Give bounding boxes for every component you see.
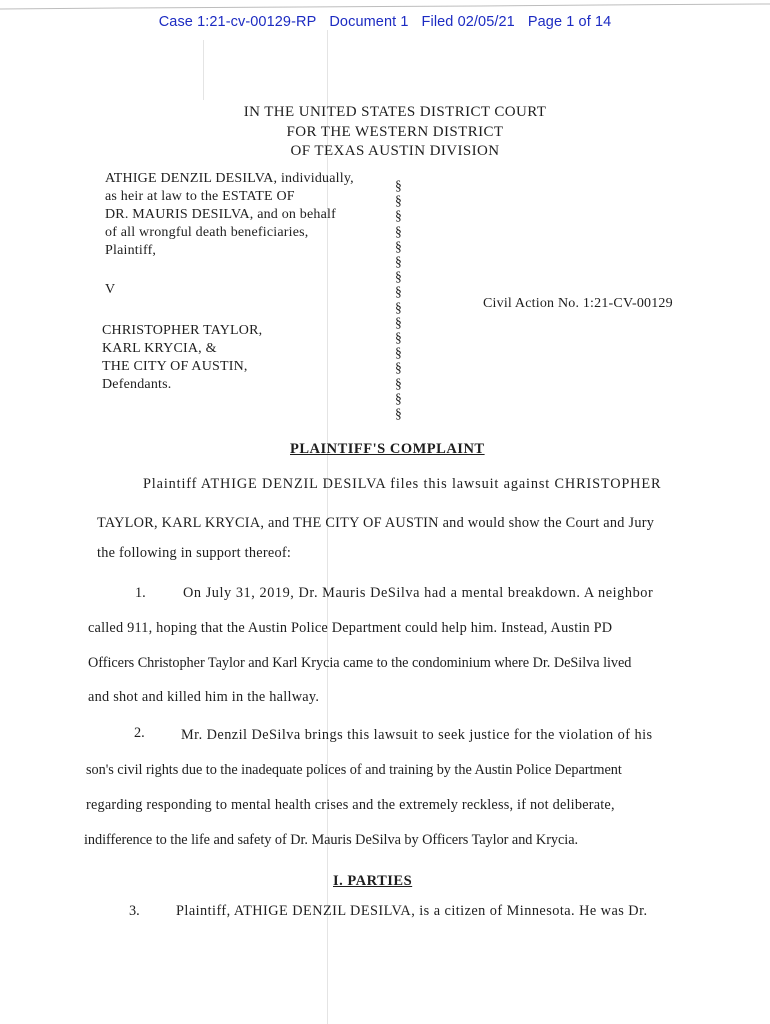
defendants-caption xyxy=(102,322,262,394)
paragraph-2-line: indifference to the life and safety of Dr. Mauris DeSilva by Officers Taylor and Krycia. xyxy=(84,832,579,848)
document-number: Document 1 xyxy=(329,14,409,30)
scan-fold-line-2 xyxy=(203,40,204,100)
paragraph-1-line: Officers Christopher Taylor and Karl Krycia came to the condominium where Dr. DeSilva lived xyxy=(88,655,632,671)
paragraph-number: 2. xyxy=(134,725,145,741)
court-heading-line-3: OF TEXAS AUSTIN DIVISION xyxy=(290,143,500,159)
defendant-line: Defendants. xyxy=(102,377,172,392)
intro-line: the following in support thereof: xyxy=(97,545,292,561)
section-sign-column: § § § § § § § § § § § § § § § § xyxy=(395,178,402,422)
defendant-line: CHRISTOPHER TAYLOR, xyxy=(102,323,263,338)
plaintiff-line: ATHIGE DENZIL DESILVA, individually, xyxy=(105,171,354,186)
ecf-header xyxy=(0,14,770,30)
paragraph-1-line: called 911, hoping that the Austin Police Department could help him. Instead, Austin PD xyxy=(88,620,613,636)
paragraph-3-line: Plaintiff, ATHIGE DENZIL DESILVA, is a citizen of Minnesota. He was Dr. xyxy=(176,903,648,919)
court-heading-line-2: FOR THE WESTERN DISTRICT xyxy=(286,124,504,140)
plaintiff-line: of all wrongful death beneficiaries, xyxy=(105,225,309,240)
plaintiff-line: as heir at law to the ESTATE OF xyxy=(105,189,295,204)
plaintiff-caption xyxy=(105,170,354,260)
complaint-title: PLAINTIFF'S COMPLAINT xyxy=(290,441,485,457)
paragraph-2-line: Mr. Denzil DeSilva brings this lawsuit to seek justice for the violation of his xyxy=(181,727,653,743)
paragraph-2-line: son's civil rights due to the inadequate polices of and training by the Austin Police Department xyxy=(86,762,622,778)
section-heading-parties: I. PARTIES xyxy=(333,873,413,889)
civil-action-number: Civil Action No. 1:21-CV-00129 xyxy=(483,296,673,311)
plaintiff-line: DR. MAURIS DESILVA, and on behalf xyxy=(105,207,336,222)
page-number: Page 1 of 14 xyxy=(527,14,612,30)
paragraph-1-line: and shot and killed him in the hallway. xyxy=(88,689,320,705)
court-heading-line-1: IN THE UNITED STATES DISTRICT COURT xyxy=(243,104,547,120)
paragraph-number: 3. xyxy=(129,903,140,919)
defendant-line: KARL KRYCIA, & xyxy=(102,341,217,356)
versus: V xyxy=(105,282,116,297)
paragraph-1-line: On July 31, 2019, Dr. Mauris DeSilva had a mental breakdown. A neighbor xyxy=(183,585,654,601)
case-number: Case 1:21-cv-00129-RP xyxy=(158,14,317,30)
paragraph-2-line: regarding responding to mental health crises and the extremely reckless, if not deliberate, xyxy=(86,797,615,813)
intro-line: TAYLOR, KARL KRYCIA, and THE CITY OF AUSTIN and would show the Court and Jury xyxy=(97,515,655,531)
paragraph-number: 1. xyxy=(135,585,146,601)
defendant-line: THE CITY OF AUSTIN, xyxy=(102,359,248,374)
scan-top-edge xyxy=(0,3,770,13)
intro-line: Plaintiff ATHIGE DENZIL DESILVA files this lawsuit against CHRISTOPHER xyxy=(143,476,662,492)
plaintiff-line: Plaintiff, xyxy=(105,243,157,258)
filed-date: Filed 02/05/21 xyxy=(421,14,515,30)
